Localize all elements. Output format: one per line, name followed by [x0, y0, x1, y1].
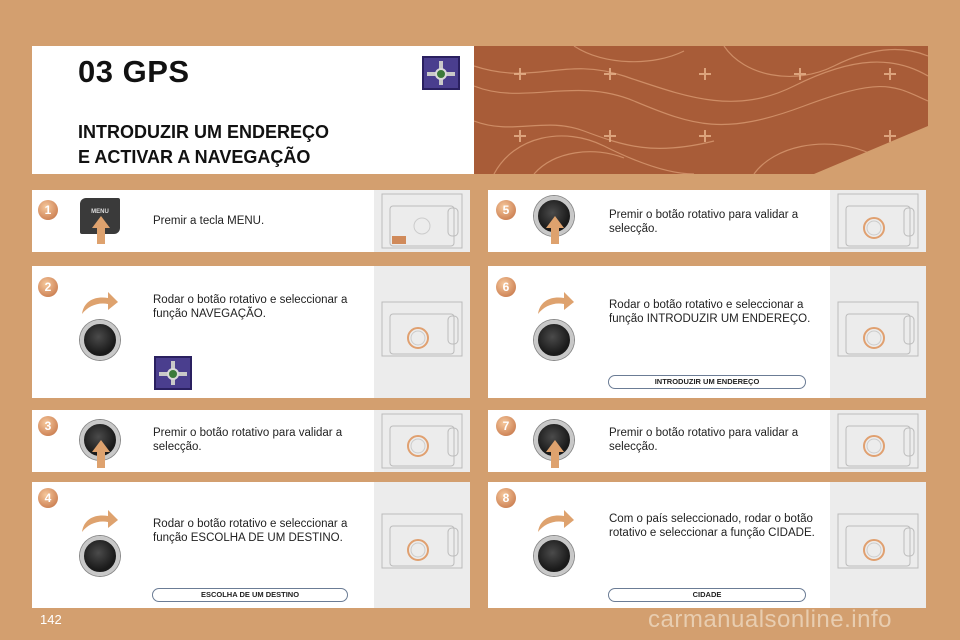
- step-text: Premir o botão rotativo para validar a selecção.: [609, 209, 799, 235]
- watermark: carmanualsonline.info: [648, 606, 892, 633]
- press-arrow-shaft: [97, 228, 105, 244]
- press-arrow-icon: [546, 440, 564, 452]
- section-title-line1: INTRODUZIR UM ENDEREÇO: [78, 122, 329, 142]
- rotary-knob-icon: [80, 536, 120, 576]
- step-text: Rodar o botão rotativo e seleccionar a função NAVEGAÇÃO.: [153, 294, 348, 320]
- radio-panel-icon: [836, 512, 920, 570]
- menu-option-pill: ESCOLHA DE UM DESTINO: [152, 588, 348, 602]
- radio-panel-icon: [836, 192, 920, 250]
- rotate-arrow-icon: [536, 290, 576, 316]
- rotate-arrow-icon: [80, 508, 120, 534]
- radio-panel-icon: [836, 412, 920, 470]
- press-arrow-shaft: [551, 452, 559, 468]
- press-arrow-shaft: [551, 228, 559, 244]
- step-badge: 1: [38, 200, 58, 220]
- step-badge: 8: [496, 488, 516, 508]
- step-text: Rodar o botão rotativo e seleccionar a função INTRODUZIR UM ENDEREÇO.: [609, 299, 811, 325]
- section-title: [78, 120, 329, 170]
- navigation-icon: [422, 56, 460, 90]
- page-number: 142: [40, 612, 62, 627]
- step-text: Premir o botão rotativo para validar a selecção.: [153, 427, 343, 453]
- step-badge: 7: [496, 416, 516, 436]
- press-arrow-icon: [92, 440, 110, 452]
- rotary-knob-icon: [80, 320, 120, 360]
- step-badge: 2: [38, 277, 58, 297]
- navigation-icon: [154, 356, 192, 390]
- menu-option-pill: CIDADE: [608, 588, 806, 602]
- menu-key-icon: MENU: [80, 198, 120, 234]
- step-text: Com o país seleccionado, rodar o botão rotativo e seleccionar a função CIDADE.: [609, 513, 815, 539]
- step-text: Premir a tecla MENU.: [153, 215, 265, 227]
- step-badge: 6: [496, 277, 516, 297]
- rotate-arrow-icon: [80, 290, 120, 316]
- step-badge: 5: [496, 200, 516, 220]
- chapter-title: 03 GPS: [78, 54, 190, 89]
- section-title-line2: E ACTIVAR A NAVEGAÇÃO: [78, 147, 311, 167]
- radio-panel-icon: [380, 300, 464, 358]
- rotary-knob-icon: [534, 320, 574, 360]
- radio-panel-icon: [836, 300, 920, 358]
- press-arrow-icon: [546, 216, 564, 228]
- radio-panel-icon: [380, 512, 464, 570]
- step-badge: 4: [38, 488, 58, 508]
- step-text: Rodar o botão rotativo e seleccionar a função ESCOLHA DE UM DESTINO.: [153, 518, 348, 544]
- radio-panel-icon: [380, 192, 464, 250]
- rotate-arrow-icon: [536, 508, 576, 534]
- step-text: Premir o botão rotativo para validar a selecção.: [609, 427, 799, 453]
- menu-option-pill: INTRODUZIR UM ENDEREÇO: [608, 375, 806, 389]
- header-topo-map: [474, 46, 928, 174]
- step-badge: 3: [38, 416, 58, 436]
- press-arrow-shaft: [97, 452, 105, 468]
- rotary-knob-icon: [534, 536, 574, 576]
- radio-panel-icon: [380, 412, 464, 470]
- press-arrow-icon: [92, 216, 110, 228]
